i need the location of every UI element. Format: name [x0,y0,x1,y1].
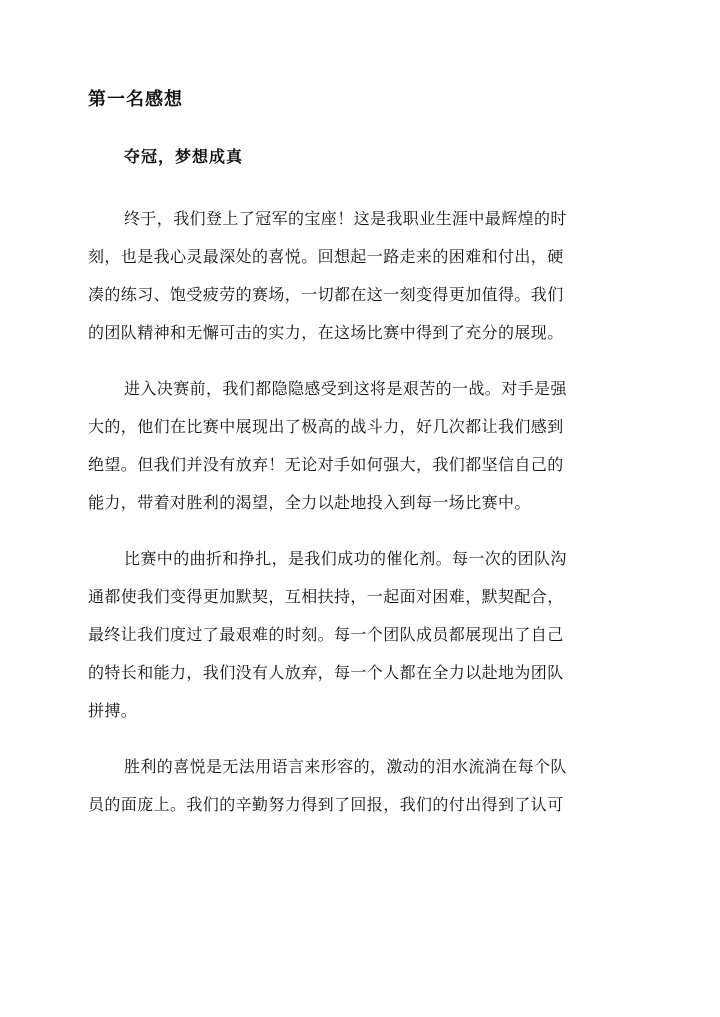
paragraph-line: 的团队精神和无懈可击的实力，在这场比赛中得到了充分的展现。 [88,323,564,342]
paragraph-line: 的特长和能力，我们没有人放弃，每一个人都在全力以赴地为团队 [88,663,564,682]
paragraph-line: 大的，他们在比赛中展现出了极高的战斗力，好几次都让我们感到 [88,417,564,436]
paragraph-line: 终于，我们登上了冠军的宝座！这是我职业生涯中最辉煌的时 [124,209,567,228]
paragraph-line: 能力，带着对胜利的渴望，全力以赴地投入到每一场比赛中。 [88,493,531,512]
paragraph-line: 刻，也是我心灵最深处的喜悦。回想起一路走来的困难和付出，硬 [88,247,564,266]
paragraph-line: 进入决赛前，我们都隐隐感受到这将是艰苦的一战。对手是强 [124,379,567,398]
paragraph-line: 绝望。但我们并没有放弃！无论对手如何强大，我们都坚信自己的 [88,455,564,474]
paragraph-line: 通都使我们变得更加默契，互相扶持，一起面对困难，默契配合， [88,587,564,606]
paragraph-line: 最终让我们度过了最艰难的时刻。每一个团队成员都展现出了自己 [88,625,564,644]
paragraph-line: 胜利的喜悦是无法用语言来形容的，激动的泪水流淌在每个队 [124,757,567,776]
paragraph-4 [88,748,636,824]
paragraph-1 [88,200,636,352]
paragraph-line: 员的面庞上。我们的辛勤努力得到了回报，我们的付出得到了认可 [88,795,564,814]
document-body [88,200,636,842]
paragraph-line: 拼搏。 [88,701,138,720]
paragraph-3 [88,540,636,730]
document-title: 第一名感想 [88,89,183,110]
document-subtitle: 夺冠，梦想成真 [124,147,244,166]
paragraph-line: 比赛中的曲折和挣扎，是我们成功的催化剂。每一次的团队沟 [124,549,567,568]
paragraph-line: 凑的练习、饱受疲劳的赛场，一切都在这一刻变得更加值得。我们 [88,285,564,304]
paragraph-2 [88,370,636,522]
